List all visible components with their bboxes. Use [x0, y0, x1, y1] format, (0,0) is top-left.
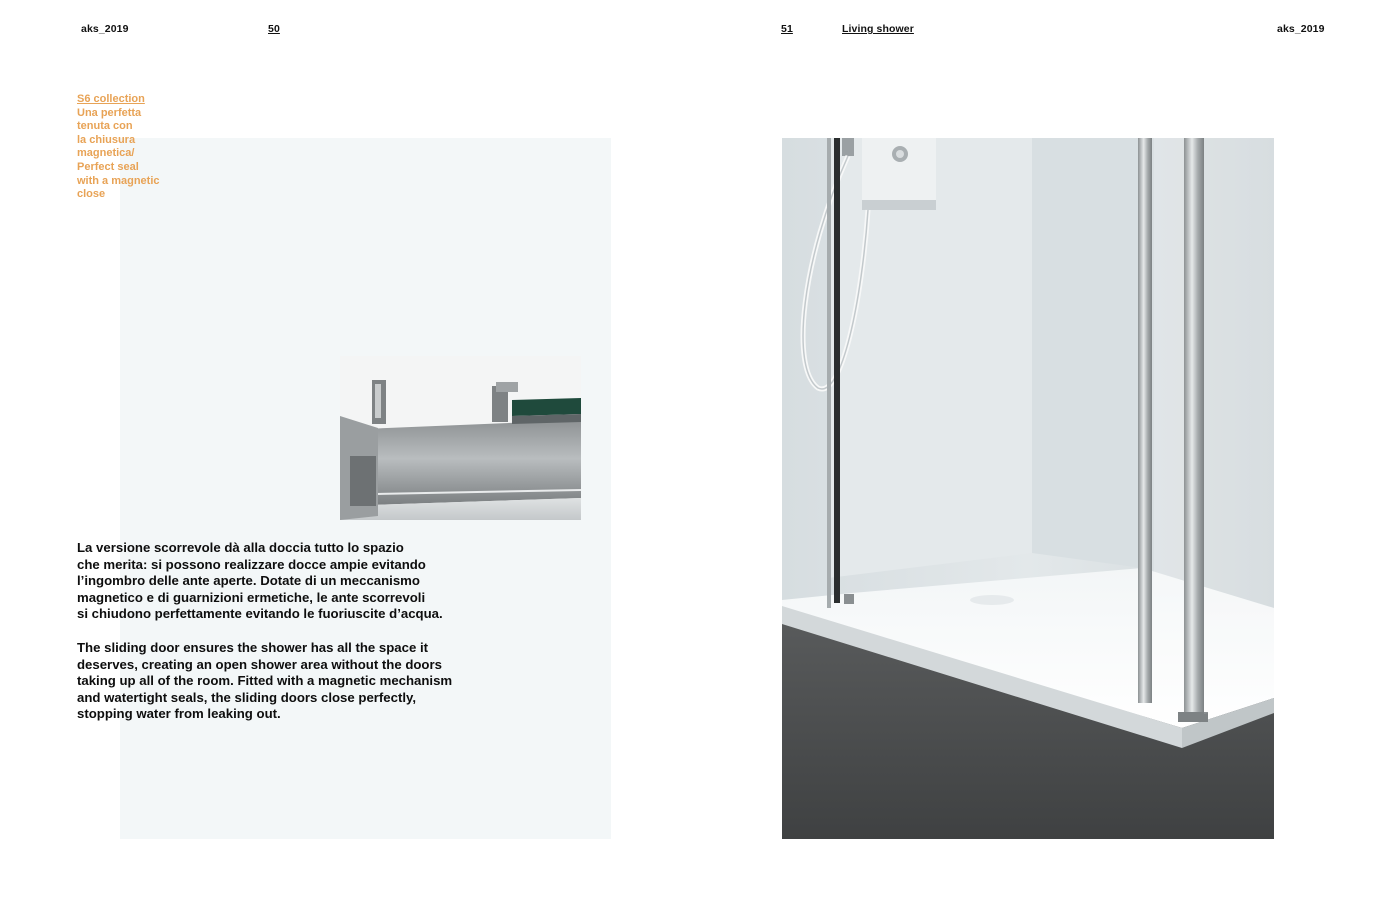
- paragraph-line: La versione scorrevole dà alla doccia tutto lo spazio: [77, 540, 404, 555]
- collection-caption: [77, 93, 227, 202]
- paragraph-line: stopping water from leaking out.: [77, 706, 281, 722]
- right-page-brand: aks_2019: [1277, 23, 1325, 35]
- paragraph-line: and watertight seals, the sliding doors close perfectly,: [77, 689, 417, 705]
- track-detail-photo: [340, 356, 581, 520]
- caption-line: close: [77, 188, 106, 201]
- paragraph-line: magnetico e di guarnizioni ermetiche, le ante scorrevoli: [77, 589, 426, 605]
- caption-line: Perfect seal: [77, 160, 139, 173]
- caption-line: la chiusura: [77, 133, 136, 146]
- shower-enclosure-photo: [782, 138, 1274, 839]
- paragraph-line: si chiudono perfettamente evitando le fuoriuscite d’acqua.: [77, 606, 443, 622]
- paragraph-italian: [77, 540, 527, 623]
- caption-title: S6 collection: [77, 93, 145, 105]
- right-page-number: 51: [781, 23, 793, 35]
- left-page-brand: aks_2019: [81, 23, 129, 35]
- left-page-number: 50: [268, 23, 280, 35]
- paragraph-line: taking up all of the room. Fitted with a magnetic mechanism: [77, 673, 453, 689]
- caption-line: with a magnetic: [77, 174, 160, 187]
- caption-line: magnetica/: [77, 147, 135, 160]
- paragraph-english: [77, 640, 527, 723]
- paragraph-line: l’ingombro delle ante aperte. Dotate di un meccanismo: [77, 573, 420, 589]
- section-title: Living shower: [842, 23, 914, 35]
- paragraph-line: The sliding door ensures the shower has all the space it: [77, 640, 429, 655]
- caption-line: tenuta con: [77, 120, 133, 133]
- caption-line: Una perfetta: [77, 106, 142, 119]
- paragraph-line: deserves, creating an open shower area without the doors: [77, 656, 442, 672]
- paragraph-line: che merita: si possono realizzare docce ampie evitando: [77, 556, 426, 572]
